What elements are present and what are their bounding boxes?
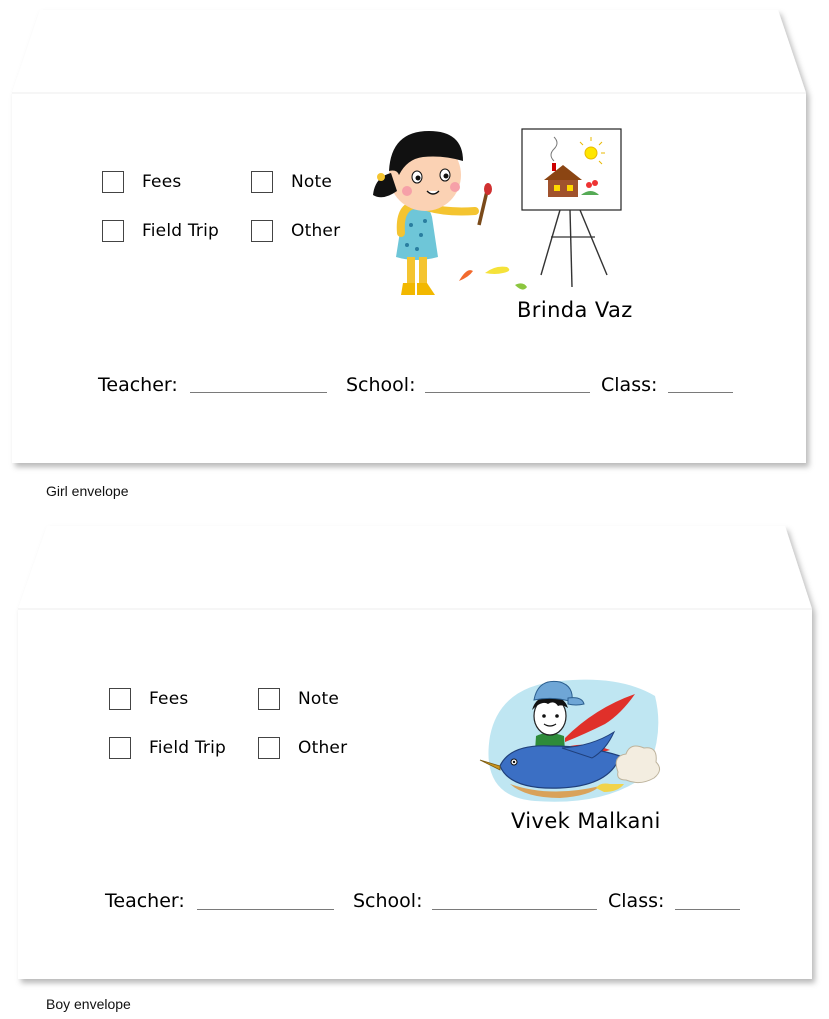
class-line[interactable] (675, 909, 740, 910)
fees-label: Fees (149, 689, 189, 709)
field-trip-label: Field Trip (149, 738, 227, 758)
checkbox-other[interactable] (251, 220, 340, 242)
girl-painting-at-easel-icon (355, 125, 630, 305)
field-trip-label: Field Trip (142, 221, 220, 241)
boy-envelope-caption: Boy envelope (46, 996, 131, 1012)
boy-envelope (0, 516, 829, 996)
checkbox-note[interactable] (258, 688, 339, 710)
other-label: Other (291, 221, 341, 241)
fees-checkbox[interactable] (109, 688, 131, 710)
school-line[interactable] (432, 909, 597, 910)
student-name: Vivek Malkani (511, 809, 661, 833)
checkbox-note[interactable] (251, 171, 332, 193)
checkbox-fees[interactable] (109, 688, 188, 710)
student-name: Brinda Vaz (517, 298, 633, 322)
class-label: Class: (608, 890, 665, 912)
checkbox-field-trip[interactable] (109, 737, 226, 759)
school-label: School: (346, 374, 416, 396)
checkbox-field-trip[interactable] (102, 220, 219, 242)
teacher-label: Teacher: (105, 890, 185, 912)
school-line[interactable] (425, 392, 590, 393)
note-checkbox[interactable] (258, 688, 280, 710)
note-label: Note (298, 689, 340, 709)
note-checkbox[interactable] (251, 171, 273, 193)
teacher-line[interactable] (190, 392, 327, 393)
boy-riding-bird-icon (470, 676, 665, 811)
girl-envelope (0, 0, 829, 480)
checkbox-fees[interactable] (102, 171, 181, 193)
fees-checkbox[interactable] (102, 171, 124, 193)
class-label: Class: (601, 374, 658, 396)
note-label: Note (291, 172, 333, 192)
girl-envelope-caption: Girl envelope (46, 483, 129, 499)
other-checkbox[interactable] (258, 737, 280, 759)
other-label: Other (298, 738, 348, 758)
teacher-label: Teacher: (98, 374, 178, 396)
fees-label: Fees (142, 172, 182, 192)
teacher-line[interactable] (197, 909, 334, 910)
class-line[interactable] (668, 392, 733, 393)
other-checkbox[interactable] (251, 220, 273, 242)
checkbox-other[interactable] (258, 737, 347, 759)
field-trip-checkbox[interactable] (109, 737, 131, 759)
school-label: School: (353, 890, 423, 912)
field-trip-checkbox[interactable] (102, 220, 124, 242)
